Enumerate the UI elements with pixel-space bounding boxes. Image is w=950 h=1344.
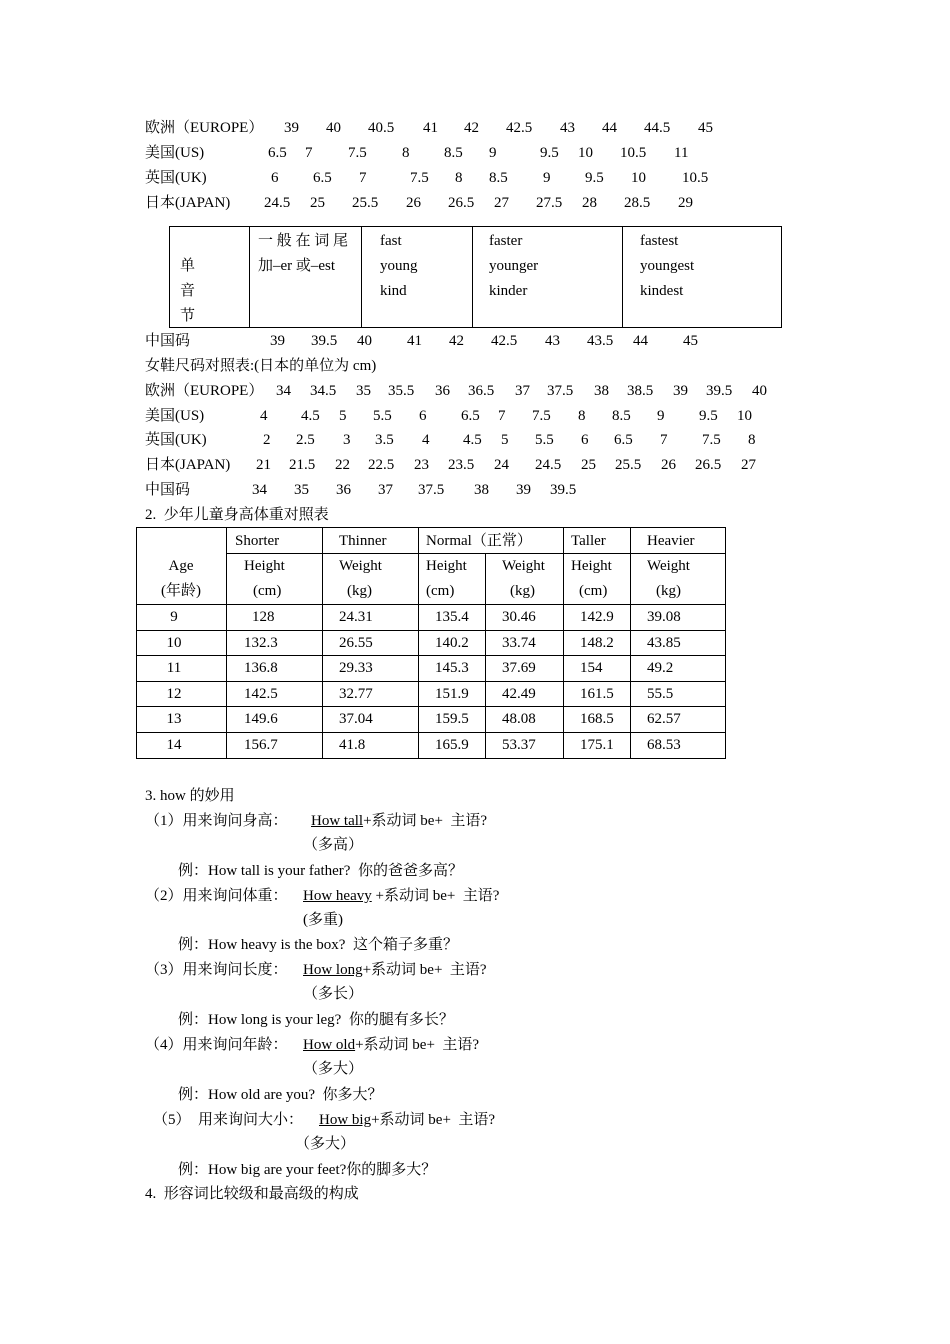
section-2-title: 2. 少年儿童身高体重对照表: [145, 507, 329, 523]
size-value: 9: [657, 408, 665, 424]
size-value: 2: [263, 432, 271, 448]
syllable-char: 音: [180, 283, 196, 299]
size-value: 40.5: [368, 120, 395, 136]
size-value: 22: [335, 457, 350, 473]
size-value: 39.5: [706, 383, 733, 399]
row-label: 美国(US): [145, 145, 205, 161]
row-divider: [136, 706, 726, 707]
value-cell: 140.2: [435, 635, 469, 651]
size-value: 11: [674, 145, 689, 161]
col-divider: [322, 527, 323, 759]
size-value: 24: [494, 457, 509, 473]
size-value: 6: [581, 432, 589, 448]
size-value: 3.5: [375, 432, 394, 448]
size-value: 4.5: [301, 408, 320, 424]
item-phrase: How big: [319, 1112, 372, 1128]
size-value: 37.5: [418, 482, 445, 498]
value-cell: 165.9: [435, 737, 469, 753]
item-example: 例：How old are you? 你多大？: [178, 1087, 383, 1103]
size-value: 27: [741, 457, 756, 473]
size-value: 41: [423, 120, 438, 136]
col-divider: [485, 553, 486, 759]
row-label: 中国码: [145, 482, 191, 498]
size-value: 10: [631, 170, 646, 186]
size-value: 6.5: [313, 170, 332, 186]
size-value: 24.5: [535, 457, 562, 473]
size-value: 8: [578, 408, 586, 424]
base-form: young: [380, 258, 418, 274]
size-value: 7: [359, 170, 367, 186]
item-formula: [311, 812, 487, 830]
size-value: 36: [435, 383, 450, 399]
size-value: 5.5: [535, 432, 554, 448]
age-cell: 13: [166, 711, 182, 727]
value-cell: 148.2: [580, 635, 614, 651]
sub-header-unit: (kg): [656, 583, 681, 599]
value-cell: 132.3: [244, 635, 278, 651]
value-cell: 26.55: [339, 635, 373, 651]
size-value: 38: [594, 383, 609, 399]
size-value: 35: [294, 482, 309, 498]
size-value: 35: [356, 383, 371, 399]
item-example: 例：How heavy is the box? 这个箱子多重？: [178, 937, 458, 953]
sub-header: Height: [571, 558, 612, 574]
value-cell: 68.53: [647, 737, 681, 753]
size-value: 45: [698, 120, 713, 136]
value-cell: 135.4: [435, 609, 469, 625]
size-value: 39: [284, 120, 299, 136]
sub-header-unit: (cm): [253, 583, 282, 599]
value-cell: 156.7: [244, 737, 278, 753]
col-divider: [226, 527, 227, 759]
size-value: 42.5: [491, 333, 518, 349]
value-cell: 29.33: [339, 660, 373, 676]
col-divider: [630, 527, 631, 759]
sub-header-unit: (kg): [510, 583, 535, 599]
value-cell: 48.08: [502, 711, 536, 727]
size-value: 39: [516, 482, 531, 498]
sub-header: Weight: [647, 558, 690, 574]
section-4-title: 4. 形容词比较级和最高级的构成: [145, 1186, 359, 1202]
size-value: 6.5: [614, 432, 633, 448]
size-value: 8: [455, 170, 463, 186]
size-value: 38.5: [627, 383, 654, 399]
value-cell: 136.8: [244, 660, 278, 676]
row-label: 日本(JAPAN): [145, 195, 231, 211]
size-value: 7: [660, 432, 668, 448]
comparative-form: faster: [489, 233, 523, 249]
value-cell: 145.3: [435, 660, 469, 676]
value-cell: 41.8: [339, 737, 366, 753]
superlative-form: fastest: [640, 233, 679, 249]
size-value: 44: [602, 120, 617, 136]
item-formula: [303, 961, 487, 979]
col-divider: [563, 527, 564, 759]
size-value: 9.5: [585, 170, 604, 186]
value-cell: 30.46: [502, 609, 536, 625]
size-value: 34: [276, 383, 291, 399]
size-value: 21: [256, 457, 271, 473]
size-value: 42: [449, 333, 464, 349]
size-value: 44: [633, 333, 648, 349]
item-formula: [319, 1111, 495, 1129]
size-value: 37: [515, 383, 530, 399]
size-value: 9.5: [699, 408, 718, 424]
size-value: 43: [560, 120, 575, 136]
group-header: Taller: [571, 533, 606, 549]
size-value: 5: [501, 432, 509, 448]
size-value: 7: [498, 408, 506, 424]
item-formula: [303, 887, 499, 905]
size-value: 42.5: [506, 120, 533, 136]
size-value: 7.5: [348, 145, 367, 161]
item-phrase: How tall: [311, 813, 364, 829]
value-cell: 53.37: [502, 737, 536, 753]
size-value: 4: [422, 432, 430, 448]
size-value: 41: [407, 333, 422, 349]
size-value: 6: [271, 170, 279, 186]
size-value: 26: [406, 195, 421, 211]
size-value: 5.5: [373, 408, 392, 424]
size-value: 39: [673, 383, 688, 399]
row-label: 欧洲（EUROPE）: [145, 120, 264, 136]
value-cell: 62.57: [647, 711, 681, 727]
size-value: 10.5: [682, 170, 709, 186]
size-value: 5: [339, 408, 347, 424]
size-value: 40: [752, 383, 767, 399]
superlative-form: kindest: [640, 283, 684, 299]
size-value: 8.5: [612, 408, 631, 424]
group-header: Normal（正常）: [426, 533, 532, 549]
row-divider: [226, 553, 726, 554]
size-value: 7.5: [702, 432, 721, 448]
item-formula: [303, 1036, 479, 1054]
size-value: 6.5: [461, 408, 480, 424]
sub-header-unit: (cm): [579, 583, 608, 599]
age-cell: 10: [166, 635, 182, 651]
row-divider: [136, 630, 726, 631]
size-value: 8.5: [489, 170, 508, 186]
size-value: 28: [582, 195, 597, 211]
superlative-form: youngest: [640, 258, 695, 274]
value-cell: 37.69: [502, 660, 536, 676]
value-cell: 37.04: [339, 711, 373, 727]
syllable-char: 节: [180, 308, 196, 324]
value-cell: 32.77: [339, 686, 373, 702]
size-value: 26.5: [448, 195, 475, 211]
group-header: Heavier: [647, 533, 695, 549]
value-cell: 175.1: [580, 737, 614, 753]
value-cell: 161.5: [580, 686, 614, 702]
item-example: 例：How big are your feet?你的脚多大？: [178, 1162, 437, 1178]
size-value: 45: [683, 333, 698, 349]
age-cell: 12: [166, 686, 182, 702]
age-cell: 11: [166, 660, 182, 676]
item-rest: +系动词 be+ 主语?: [362, 962, 487, 978]
size-value: 23: [414, 457, 429, 473]
size-value: 40: [357, 333, 372, 349]
value-cell: 149.6: [244, 711, 278, 727]
size-value: 2.5: [296, 432, 315, 448]
size-value: 26.5: [695, 457, 722, 473]
sub-header: Weight: [339, 558, 382, 574]
size-value: 34: [252, 482, 267, 498]
size-value: 3: [343, 432, 351, 448]
col-divider: [622, 226, 623, 328]
value-cell: 42.49: [502, 686, 536, 702]
size-value: 9: [543, 170, 551, 186]
item-label: （5） 用来询问大小：: [153, 1112, 304, 1128]
item-example: 例：How long is your leg? 你的腿有多长？: [178, 1012, 454, 1028]
comparative-form: younger: [489, 258, 539, 274]
value-cell: 154: [580, 660, 603, 676]
value-cell: 49.2: [647, 660, 674, 676]
size-value: 8: [748, 432, 756, 448]
size-value: 25.5: [615, 457, 642, 473]
value-cell: 24.31: [339, 609, 373, 625]
size-value: 43.5: [587, 333, 614, 349]
size-value: 40: [326, 120, 341, 136]
row-label: 日本(JAPAN): [145, 457, 231, 473]
group-header: Thinner: [339, 533, 387, 549]
size-value: 34.5: [310, 383, 337, 399]
size-value: 24.5: [264, 195, 291, 211]
sub-header-unit: (cm): [426, 583, 455, 599]
size-value: 42: [464, 120, 479, 136]
size-value: 25.5: [352, 195, 379, 211]
sub-header-unit: (kg): [347, 583, 372, 599]
rule-line: 一 般 在 词 尾: [258, 233, 349, 249]
base-form: fast: [380, 233, 402, 249]
item-gloss: （多高）: [303, 837, 364, 853]
age-header-cn: (年龄): [161, 583, 201, 599]
size-value: 29: [678, 195, 693, 211]
row-label: 美国(US): [145, 408, 205, 424]
col-divider: [361, 226, 362, 328]
value-cell: 159.5: [435, 711, 469, 727]
item-label: （1）用来询问身高：: [145, 813, 288, 829]
value-cell: 128: [252, 609, 275, 625]
col-divider: [418, 527, 419, 759]
size-value: 27: [494, 195, 509, 211]
item-example: 例：How tall is your father? 你的爸爸多高？: [178, 863, 463, 879]
item-label: （4）用来询问年龄：: [145, 1037, 288, 1053]
value-cell: 39.08: [647, 609, 681, 625]
sub-header: Height: [244, 558, 285, 574]
item-phrase: How long: [303, 962, 363, 978]
size-value: 4: [260, 408, 268, 424]
size-value: 4.5: [463, 432, 482, 448]
size-value: 36: [336, 482, 351, 498]
size-value: 26: [661, 457, 676, 473]
item-gloss: (多重): [303, 912, 343, 928]
base-form: kind: [380, 283, 407, 299]
syllable-char: 单: [180, 258, 196, 274]
item-phrase: How old: [303, 1037, 356, 1053]
size-value: 10.5: [620, 145, 647, 161]
item-phrase: How heavy: [303, 888, 372, 904]
size-value: 44.5: [644, 120, 671, 136]
size-value: 7.5: [532, 408, 551, 424]
size-value: 7.5: [410, 170, 429, 186]
value-cell: 142.5: [244, 686, 278, 702]
women-size-title: 女鞋尺码对照表:(日本的单位为 cm): [145, 358, 377, 374]
size-value: 23.5: [448, 457, 475, 473]
size-value: 38: [474, 482, 489, 498]
size-value: 39.5: [550, 482, 577, 498]
size-value: 22.5: [368, 457, 395, 473]
age-header: Age: [168, 558, 194, 574]
item-rest: +系动词 be+ 主语?: [363, 813, 488, 829]
row-divider: [136, 732, 726, 733]
value-cell: 142.9: [580, 609, 614, 625]
size-value: 39.5: [311, 333, 338, 349]
size-value: 36.5: [468, 383, 495, 399]
size-value: 9: [489, 145, 497, 161]
size-value: 25: [581, 457, 596, 473]
size-value: 27.5: [536, 195, 563, 211]
col-divider: [249, 226, 250, 328]
col-divider: [472, 226, 473, 328]
item-label: （3）用来询问长度：: [145, 962, 288, 978]
size-value: 25: [310, 195, 325, 211]
value-cell: 168.5: [580, 711, 614, 727]
item-rest: +系动词 be+ 主语?: [371, 888, 500, 904]
size-value: 8.5: [444, 145, 463, 161]
item-rest: +系动词 be+ 主语?: [371, 1112, 496, 1128]
row-label: 中国码: [145, 333, 191, 349]
row-divider: [136, 604, 726, 605]
item-gloss: （多大）: [303, 1061, 364, 1077]
size-value: 37: [378, 482, 393, 498]
item-rest: +系动词 be+ 主语?: [355, 1037, 480, 1053]
size-value: 28.5: [624, 195, 651, 211]
size-value: 6.5: [268, 145, 287, 161]
age-cell: 14: [166, 737, 182, 753]
section-3-title: 3. how 的妙用: [145, 788, 235, 804]
size-value: 21.5: [289, 457, 316, 473]
rule-line: 加–er 或–est: [258, 258, 336, 274]
value-cell: 151.9: [435, 686, 469, 702]
item-gloss: （多长）: [303, 986, 364, 1002]
row-label: 欧洲（EUROPE）: [145, 383, 264, 399]
comparative-form: kinder: [489, 283, 528, 299]
sub-header: Height: [426, 558, 467, 574]
size-value: 7: [305, 145, 313, 161]
row-divider: [136, 655, 726, 656]
item-gloss: （多大）: [295, 1136, 356, 1152]
row-divider: [136, 681, 726, 682]
size-value: 8: [402, 145, 410, 161]
value-cell: 33.74: [502, 635, 536, 651]
row-label: 英国(UK): [145, 432, 207, 448]
sub-header: Weight: [502, 558, 545, 574]
age-cell: 9: [170, 609, 178, 625]
size-value: 35.5: [388, 383, 415, 399]
value-cell: 55.5: [647, 686, 674, 702]
item-label: （2）用来询问体重：: [145, 888, 288, 904]
row-label: 英国(UK): [145, 170, 207, 186]
group-header: Shorter: [235, 533, 280, 549]
size-value: 6: [419, 408, 427, 424]
value-cell: 43.85: [647, 635, 681, 651]
size-value: 39: [270, 333, 285, 349]
size-value: 10: [737, 408, 752, 424]
size-value: 43: [545, 333, 560, 349]
size-value: 37.5: [547, 383, 574, 399]
size-value: 9.5: [540, 145, 559, 161]
size-value: 10: [578, 145, 593, 161]
